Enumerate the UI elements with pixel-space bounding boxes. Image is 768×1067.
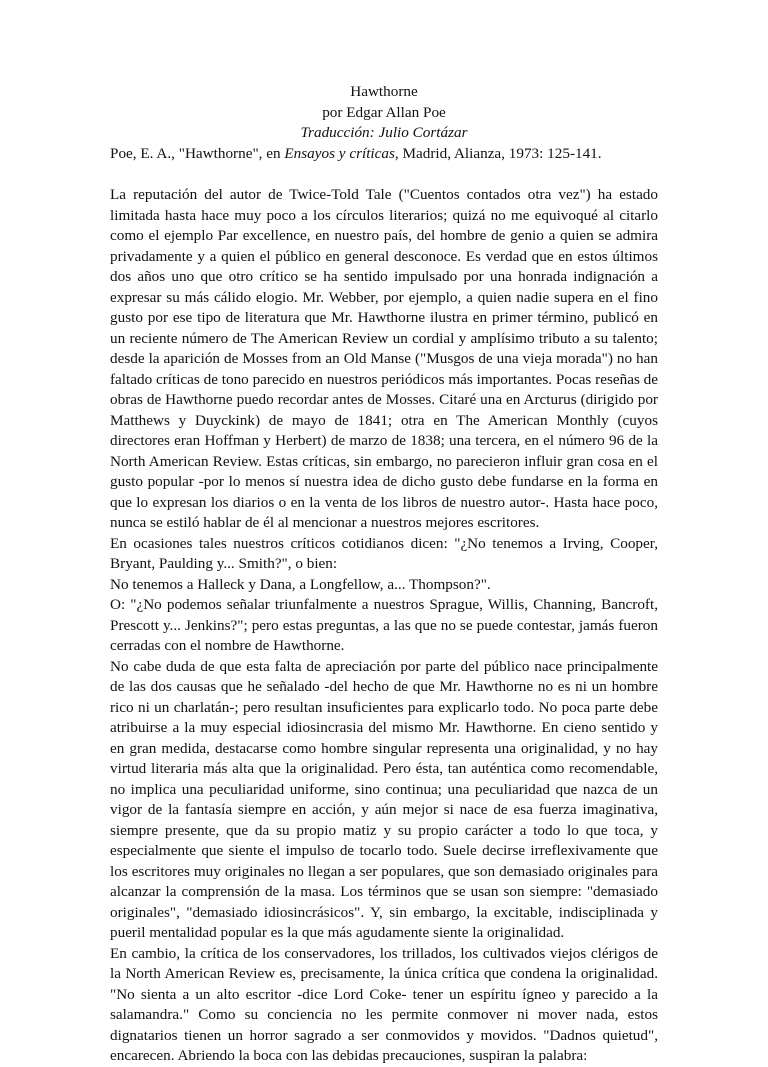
citation-book-title: Ensayos y críticas [284,144,395,162]
body-paragraph: O: "¿No podemos señalar triunfalmente a nuestros Sprague, Willis, Channing, Bancroft, Prescott y... Jenkins?"; pero estas preguntas, a las que no se puede contestar, jamás fueron cerradas con el nombre de Hawthorne. [110,596,658,654]
document-title: Hawthorne [350,83,418,100]
author-line: por Edgar Allan Poe [322,103,446,121]
document-header [110,82,658,164]
citation-line [110,144,658,165]
document-body [110,185,658,1067]
body-paragraph: En cambio, la crítica de los conservadores, los trillados, los cultivados viejos clérigos de la North American Review es, precisamente, la única crítica que condena la originalidad. "No sienta a un alto escritor -dice Lord Coke- tener un espíritu ígneo y parecido a la salamandra." Como su conciencia no les permite conmover ni mover nada, estos dignatarios tienen un horror sagrado a ser conmovidos y movidos. "Dadnos quietud", encarecen. Abriendo la boca con las debidas precauciones, suspiran la palabra: [110,944,658,1064]
body-paragraph: No cabe duda de que esta falta de apreciación por parte del público nace principalmente de las dos causas que he señalado -del hecho de que Mr. Hawthorne no es ni un hombre rico ni un charlatán-; pero resultan insuficientes para explicarlo todo. No poca parte debe atribuirse a la muy especial idiosincrasia del mismo Mr. Hawthorne. En cieno sentido y en gran medida, destacarse como hombre singular representa una originalidad, y no hay virtud literaria más alta que la originalidad. Pero ésta, tan auténtica como recomendable, no implica una peculiaridad uniforme, sino continua; una peculiaridad que nazca de un vigor de la fantasía siempre en acción, y aún mejor si nace de esa fuerza imaginativa, siempre presente, que da su propio matiz y su propio carácter a todo lo que toca, y especialmente que siente el impulso de tocarlo todo. Suele decirse irreflexivamente que los escritores muy originales no llegan a ser populares, que son demasiado originales para alcanzar la comprensión de la masa. Los términos que se usan son siempre: "demasiado originales", "demasiado idiosincrásicos". Y, sin embargo, la excitable, indisciplinada y pueril mentalidad popular es la que más agudamente siente la originalidad. [110,657,658,941]
citation-suffix: , Madrid, Alianza, 1973: 125-141. [394,144,602,162]
body-paragraph: No tenemos a Halleck y Dana, a Longfellow, a... Thompson?". [110,575,491,593]
translation-line: Traducción: Julio Cortázar [300,124,468,141]
body-paragraph: La reputación del autor de Twice-Told Tale ("Cuentos contados otra vez") ha estado limitada hasta hace muy poco a los círculos literarios; quizá no me equivoqué al citarlo como el ejemplo Par excellence, en nuestro país, del hombre de genio a quien se admira privadamente y a quien el público en general desconoce. Es verdad que en estos últimos dos años uno que otro crítico se ha sentido impulsado por una honrada indignación a expresar su más cálido elogio. Mr. Webber, por ejemplo, a quien nadie supera en el fino gusto por ese tipo de literatura que Mr. Hawthorne ilustra en primer término, publicó en un reciente número de The American Review un cordial y amplísimo tributo a su talento; desde la aparición de Mosses from an Old Manse ("Musgos de una vieja morada") no han faltado críticas de tono parecido en nuestros periódicos más importantes. Pocas reseñas de obras de Hawthorne puedo recordar antes de Mosses. Citaré una en Arcturus (dirigido por Matthews y Duyckink) de mayo de 1841; otra en The American Monthly (cuyos directores eran Hoffman y Herbert) de marzo de 1838; una tercera, en el número 96 de la North American Review. Estas críticas, sin embargo, no parecieron influir gran cosa en el gusto popular -por lo menos sí nuestra idea de dicho gusto debe fundarse en la forma en que lo expresan los diarios o en la venta de los libros de nuestro autor-. Hasta hace poco, nunca se estiló hablar de él al mencionar a nuestros mejores escritores. [110,186,658,531]
body-paragraph: En ocasiones tales nuestros críticos cotidianos dicen: "¿No tenemos a Irving, Cooper, Bryant, Paulding y... Smith?", o bien: [110,534,658,572]
citation-prefix: Poe, E. A., "Hawthorne", en [110,144,285,162]
